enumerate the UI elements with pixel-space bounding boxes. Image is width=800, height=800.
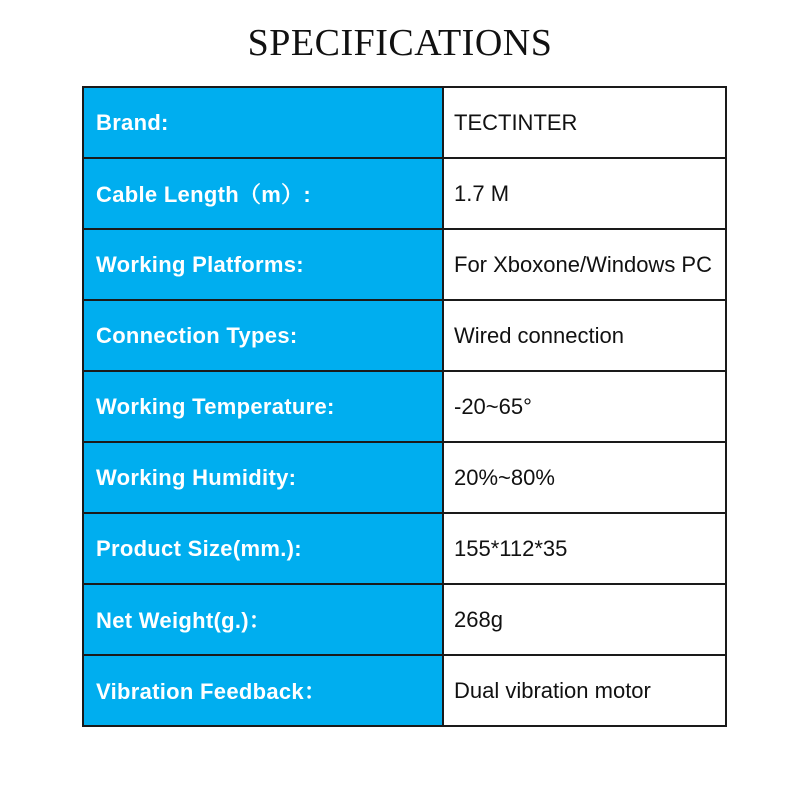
spec-value: Wired connection [443,300,726,371]
table-row [83,87,726,158]
spec-label: Connection Types: [83,300,443,371]
spec-value: Dual vibration motor [443,655,726,726]
spec-value: 155*112*35 [443,513,726,584]
spec-value: TECTINTER [443,87,726,158]
table-row [83,442,726,513]
table-row [83,229,726,300]
table-row [83,158,726,229]
page-title: SPECIFICATIONS [247,22,553,64]
spec-label: Working Temperature: [83,371,443,442]
spec-label: Cable Length（m）: [83,158,443,229]
spec-value: 1.7 M [443,158,726,229]
specifications-table [82,86,727,727]
spec-label: Working Platforms: [83,229,443,300]
table-row [83,513,726,584]
spec-label: Vibration Feedback： [83,655,443,726]
spec-label: Brand: [83,87,443,158]
spec-value: 20%~80% [443,442,726,513]
spec-label: Working Humidity: [83,442,443,513]
table-row [83,584,726,655]
table-row [83,371,726,442]
spec-value: -20~65° [443,371,726,442]
table-row [83,655,726,726]
spec-label: Net Weight(g.)： [83,584,443,655]
spec-value: 268g [443,584,726,655]
spec-label: Product Size(mm.): [83,513,443,584]
table-row [83,300,726,371]
spec-value: For Xboxone/Windows PC [443,229,726,300]
